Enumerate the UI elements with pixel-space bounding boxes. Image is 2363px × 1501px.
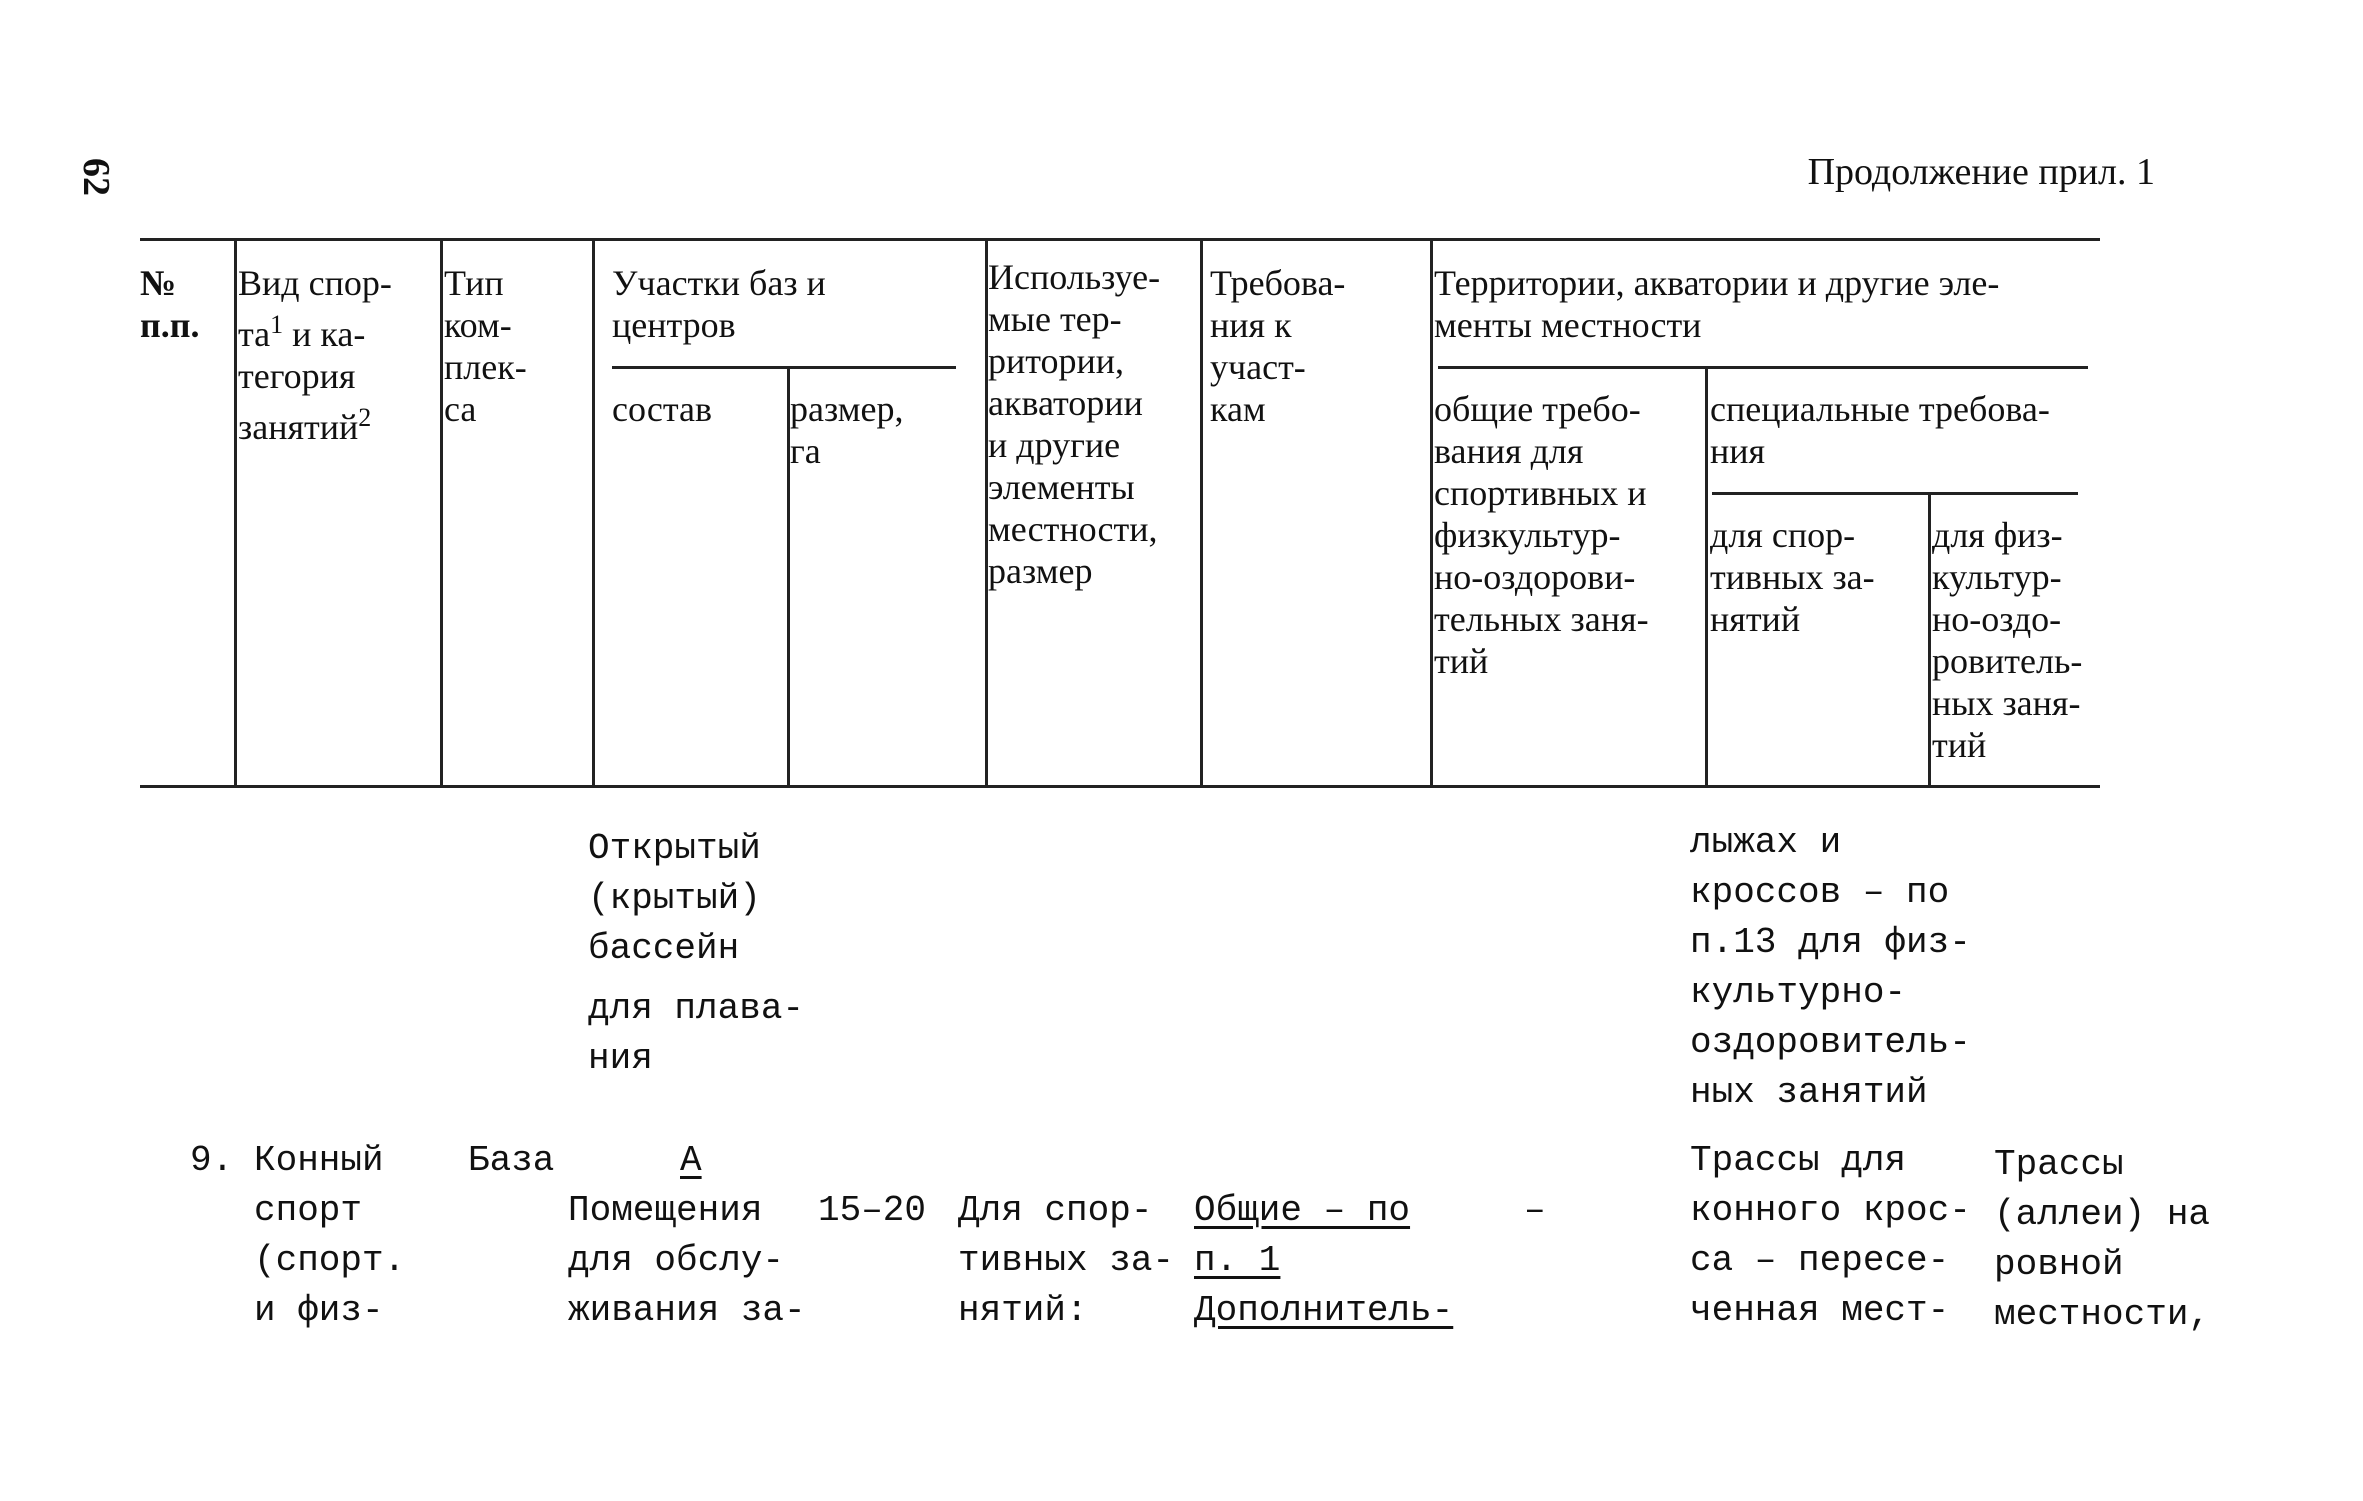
special-sub-rule (1712, 492, 2078, 495)
row9-category: А (680, 1140, 702, 1181)
row9-size: 15–20 (818, 1190, 927, 1231)
col-divider-6 (1200, 240, 1203, 788)
col-divider-9 (1928, 492, 1931, 788)
row9-req-point: п. 1 (1194, 1240, 1281, 1281)
col-divider-3 (592, 240, 595, 788)
row9-req-additional: Дополнитель- (1194, 1290, 1454, 1331)
col-divider-7 (1430, 240, 1433, 788)
header-requirements: Требова- ния к участ- кам (1210, 263, 1346, 429)
header-sport: Вид спор- $та^1$ и ка- тегория занятий$^2$ (238, 263, 392, 447)
header-used-territories: Используе- мые тер- ритории, акватории и другие элементы местности, размер (988, 257, 1161, 591)
row9-number: 9. (190, 1140, 234, 1181)
header-special-sport: для спор- тивных за- нятий (1710, 515, 1875, 639)
header-areas-composition: состав (612, 389, 713, 429)
row9-composition: Помещения для обслу- живания за- (568, 1190, 806, 1331)
pool-text: Открытый (крытый) бассейн (588, 828, 761, 969)
row9-used: Для спор- тивных за- нятий: (958, 1190, 1175, 1331)
header-territories: Территории, акватории и другие эле- менты местности (1434, 263, 2000, 345)
areas-sub-rule (612, 366, 956, 369)
footnote-2: 2 (358, 403, 372, 432)
table-top-rule (140, 238, 2100, 241)
row9-special-sport: Трассы для конного крос- са – пересе- ченная мест- (1690, 1140, 1971, 1331)
footnote-1: 1 (270, 310, 284, 339)
header-special-health: для физ- культур- но-оздо- ровитель- ных заня- тий (1932, 515, 2083, 765)
col-divider-1 (234, 240, 237, 788)
special-continuation: лыжах и кроссов – по п.13 для физ- культурно- оздоровитель- ных занятий (1690, 822, 1971, 1113)
col-divider-8 (1705, 366, 1708, 788)
swim-text: для плава- ния (588, 988, 805, 1079)
col-divider-2 (440, 240, 443, 788)
page-number: 62 (75, 158, 117, 196)
row9-sport: Конный спорт (спорт. и физ- (254, 1140, 406, 1331)
page-title: Продолжение прил. 1 (1807, 151, 2155, 193)
header-complex-type: Тип ком- плек- са (444, 263, 527, 429)
table-bottom-rule (140, 785, 2100, 788)
header-number: № п.п. (140, 263, 200, 345)
header-areas-size: размер, га (790, 389, 904, 471)
row9-general-dash: – (1524, 1190, 1546, 1231)
row9-special-health: Трассы (аллеи) на ровной местности, (1994, 1144, 2211, 1335)
row9-type: База (468, 1140, 555, 1181)
row9-req-general: Общие – по (1194, 1190, 1411, 1231)
territories-sub-rule (1438, 366, 2088, 369)
header-areas: Участки баз и центров (612, 263, 826, 345)
header-general-requirements: общие требо- вания для спортивных и физкультур- но-оздорови- тельных заня- тий (1434, 389, 1649, 681)
header-special-requirements: специальные требова- ния (1710, 389, 2050, 471)
